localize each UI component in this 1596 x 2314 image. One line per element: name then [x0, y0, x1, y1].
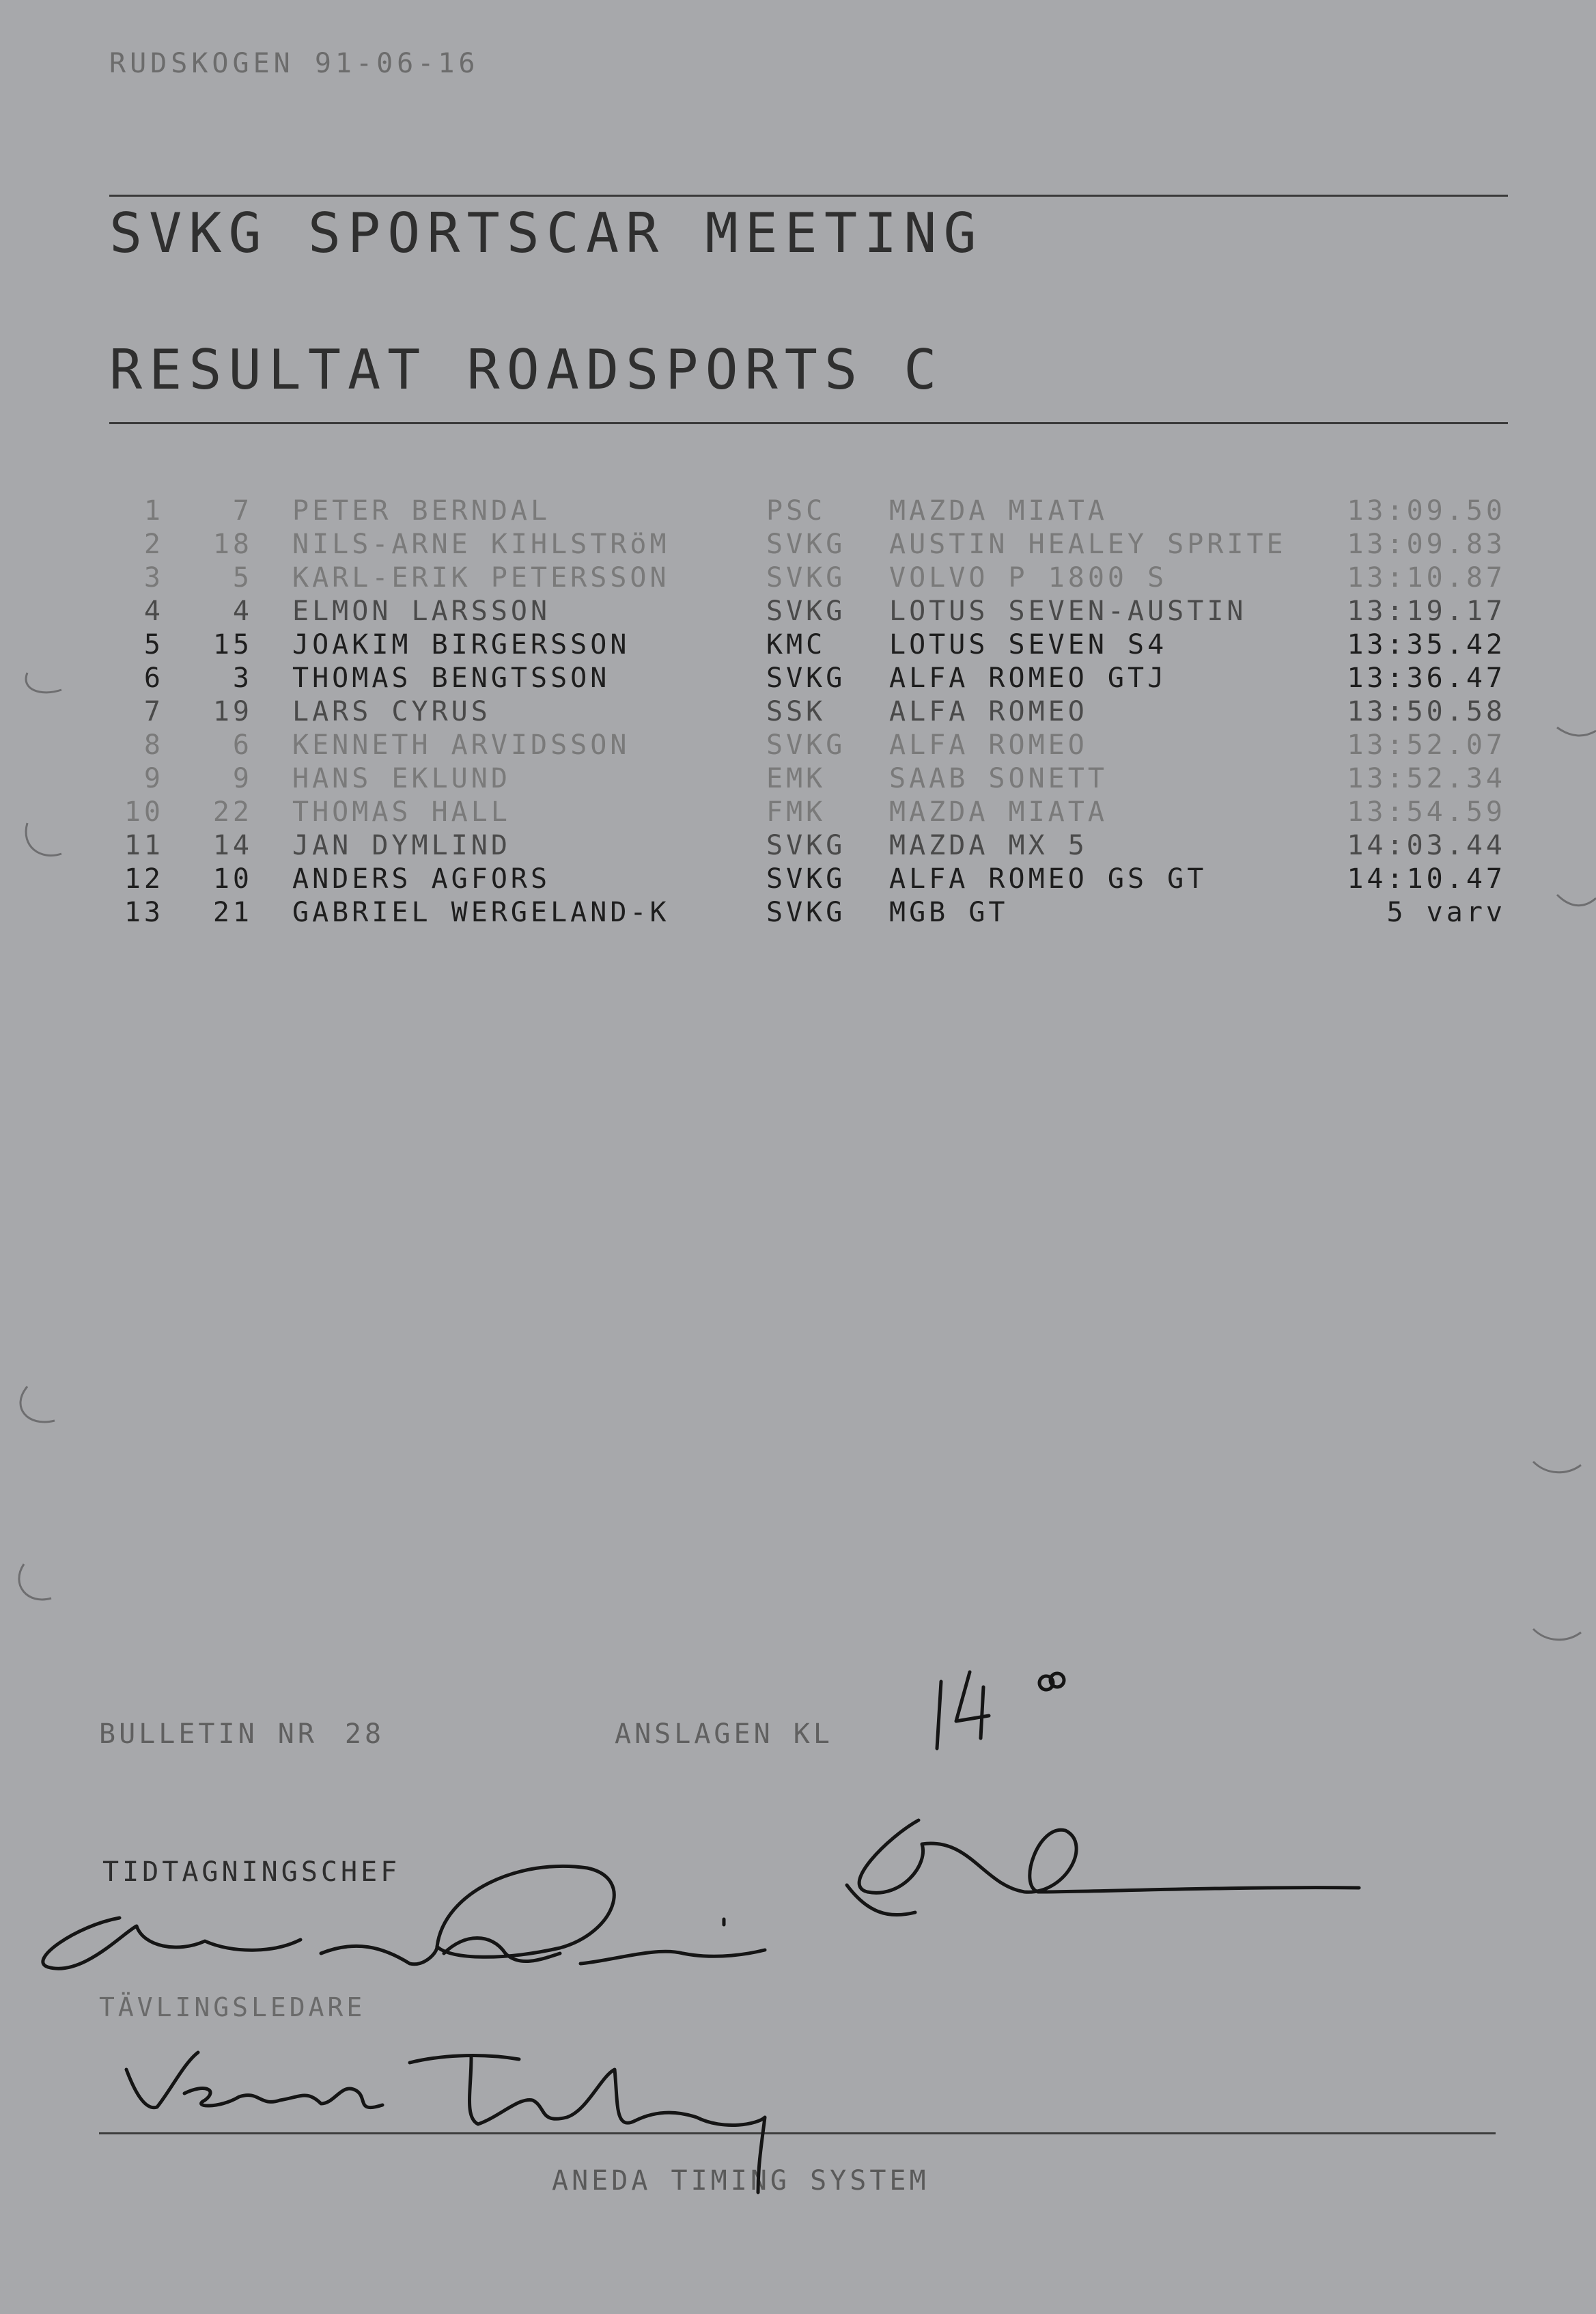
- car-number: 19: [212, 696, 253, 727]
- driver-name: PETER BERNDAL: [292, 495, 551, 527]
- handwritten-posted-time: [937, 1672, 1064, 1748]
- driver-name: JAN DYMLIND: [292, 830, 511, 861]
- driver-name: ANDERS AGFORS: [292, 863, 551, 895]
- club: FMK: [766, 796, 826, 828]
- club: EMK: [766, 763, 826, 794]
- punch-hole-mark: [1533, 1629, 1581, 1640]
- car-model: SAAB SONETT: [889, 763, 1108, 794]
- result-position: 12: [124, 863, 164, 895]
- result-title: RESULTAT ROADSPORTS C: [109, 338, 944, 402]
- second-signature: [43, 1866, 765, 1968]
- race-time: 14:10.47: [1347, 863, 1506, 895]
- car-model: ALFA ROMEO GS GT: [889, 863, 1207, 895]
- driver-name: NILS-ARNE KIHLSTRöM: [292, 529, 670, 560]
- driver-name: JOAKIM BIRGERSSON: [292, 629, 630, 660]
- club: KMC: [766, 629, 826, 660]
- result-position: 13: [124, 897, 164, 928]
- car-number: 7: [232, 495, 253, 527]
- driver-name: HANS EKLUND: [292, 763, 511, 794]
- result-position: 11: [124, 830, 164, 861]
- clerk-of-course-signature: [126, 2052, 765, 2192]
- race-time: 14:03.44: [1347, 830, 1506, 861]
- punch-hole-mark: [1557, 727, 1596, 736]
- club: SVKG: [766, 596, 846, 627]
- result-position: 4: [143, 596, 164, 627]
- anslagen-label: ANSLAGEN KL: [615, 1718, 833, 1750]
- result-position: 5: [143, 629, 164, 660]
- car-number: 10: [212, 863, 253, 895]
- race-time: 13:52.07: [1347, 729, 1506, 761]
- car-number: 18: [212, 529, 253, 560]
- club: PSC: [766, 495, 826, 527]
- punch-hole-mark: [1533, 1462, 1581, 1473]
- car-number: 14: [212, 830, 253, 861]
- club: SVKG: [766, 562, 846, 594]
- chief-timekeeper-signature: [847, 1820, 1359, 1915]
- car-model: ALFA ROMEO: [889, 729, 1088, 761]
- result-position: 9: [143, 763, 164, 794]
- race-time: 13:10.87: [1347, 562, 1506, 594]
- car-number: 22: [212, 796, 253, 828]
- venue: RUDSKOGEN: [109, 48, 294, 79]
- punch-hole-mark: [1557, 895, 1596, 906]
- result-position: 10: [124, 796, 164, 828]
- car-model: LOTUS SEVEN S4: [889, 629, 1168, 660]
- race-time: 13:35.42: [1347, 629, 1506, 660]
- car-model: ALFA ROMEO: [889, 696, 1088, 727]
- club: SVKG: [766, 897, 846, 928]
- punch-hole-mark: [19, 1564, 51, 1600]
- driver-name: GABRIEL WERGELAND-K: [292, 897, 670, 928]
- race-time: 13:09.83: [1347, 529, 1506, 560]
- driver-name: KARL-ERIK PETERSSON: [292, 562, 670, 594]
- clerk-of-course-label: TÄVLINGSLEDARE: [99, 1992, 366, 2022]
- car-model: VOLVO P 1800 S: [889, 562, 1168, 594]
- race-time: 13:19.17: [1347, 596, 1506, 627]
- race-time: 13:36.47: [1347, 663, 1506, 694]
- punch-hole-mark: [20, 1386, 55, 1422]
- car-model: ALFA ROMEO GTJ: [889, 663, 1168, 694]
- club: SVKG: [766, 863, 846, 895]
- race-time: 13:09.50: [1347, 495, 1506, 527]
- car-number: 4: [232, 596, 253, 627]
- punch-hole-mark: [26, 823, 61, 856]
- driver-name: LARS CYRUS: [292, 696, 491, 727]
- driver-name: THOMAS HALL: [292, 796, 511, 828]
- race-time: 13:54.59: [1347, 796, 1506, 828]
- car-number: 21: [212, 897, 253, 928]
- race-time: 13:50.58: [1347, 696, 1506, 727]
- result-position: 6: [143, 663, 164, 694]
- club: SSK: [766, 696, 826, 727]
- club: SVKG: [766, 729, 846, 761]
- race-date: 91-06-16: [314, 48, 479, 79]
- car-model: MAZDA MIATA: [889, 796, 1108, 828]
- club: SVKG: [766, 529, 846, 560]
- driver-name: KENNETH ARVIDSSON: [292, 729, 630, 761]
- result-position: 8: [143, 729, 164, 761]
- event-title: SVKG SPORTSCAR MEETING: [109, 201, 983, 265]
- timing-system-label: ANEDA TIMING SYSTEM: [552, 2165, 929, 2197]
- club: SVKG: [766, 663, 846, 694]
- result-position: 3: [143, 562, 164, 594]
- result-position: 1: [143, 495, 164, 527]
- car-model: MAZDA MX 5: [889, 830, 1088, 861]
- club: SVKG: [766, 830, 846, 861]
- result-position: 2: [143, 529, 164, 560]
- punch-hole-mark: [26, 673, 61, 693]
- car-model: AUSTIN HEALEY SPRITE: [889, 529, 1287, 560]
- bulletin-number: 28: [344, 1718, 385, 1750]
- car-number: 15: [212, 629, 253, 660]
- chief-timekeeper-label: TIDTAGNINGSCHEF: [102, 1856, 401, 1888]
- car-number: 6: [232, 729, 253, 761]
- car-number: 3: [232, 663, 253, 694]
- car-model: MGB GT: [889, 897, 1009, 928]
- race-time: 5 varv: [1386, 897, 1506, 928]
- race-time: 13:52.34: [1347, 763, 1506, 794]
- car-number: 9: [232, 763, 253, 794]
- driver-name: ELMON LARSSON: [292, 596, 551, 627]
- car-model: LOTUS SEVEN-AUSTIN: [889, 596, 1247, 627]
- car-number: 5: [232, 562, 253, 594]
- driver-name: THOMAS BENGTSSON: [292, 663, 611, 694]
- bulletin-label: BULLETIN NR: [99, 1718, 318, 1750]
- car-model: MAZDA MIATA: [889, 495, 1108, 527]
- result-position: 7: [143, 696, 164, 727]
